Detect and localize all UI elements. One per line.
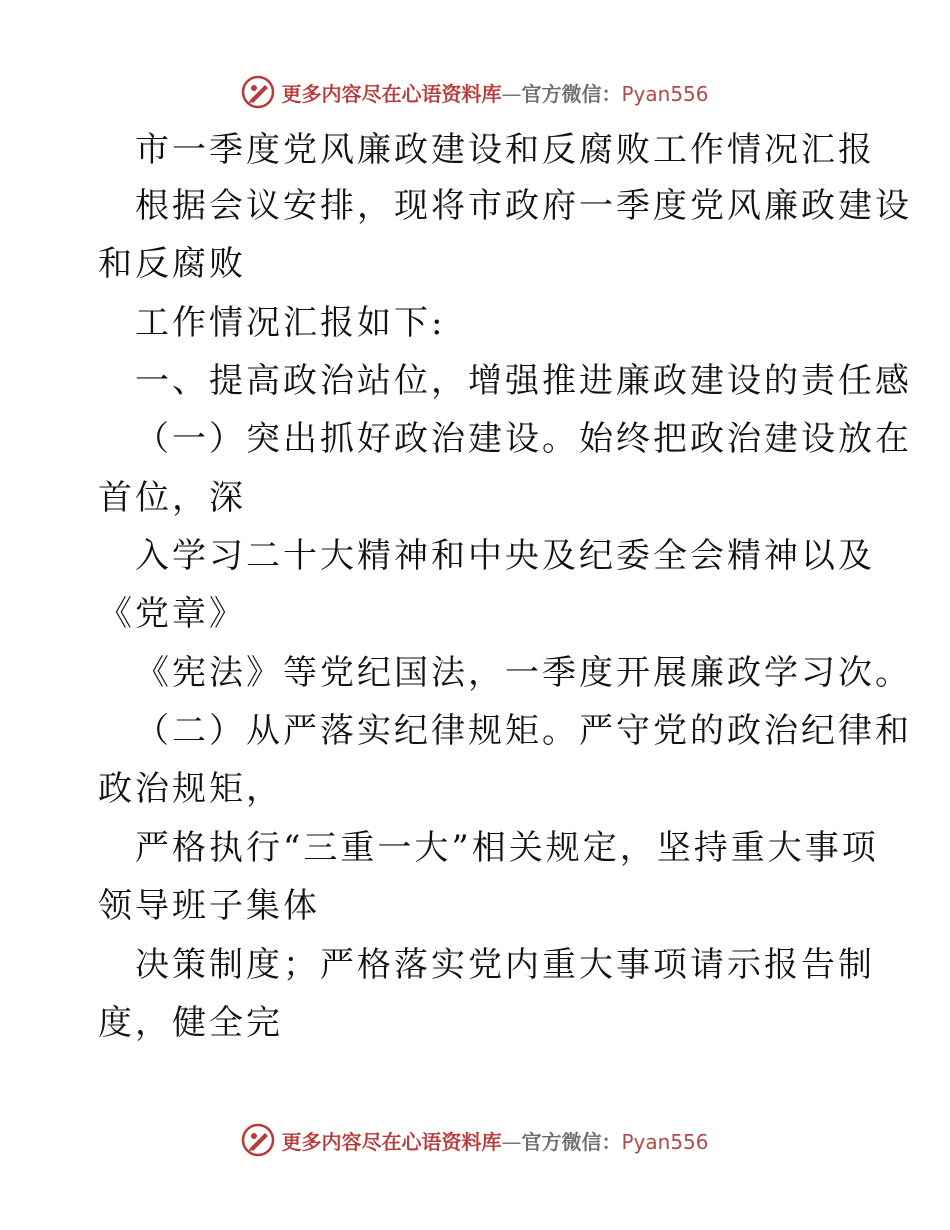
pen-logo-icon	[241, 75, 275, 109]
paragraph-line: 根据会议安排，现将市政府一季度党风廉政建设	[135, 186, 912, 226]
paragraph-line: 决策制度；严格落实党内重大事项请示报告制	[135, 945, 875, 985]
banner-wechat-id: Pyan556	[621, 1129, 709, 1154]
paragraph-line: 入学习二十大精神和中央及纪委全会精神以及	[135, 536, 875, 576]
paragraph-line: 政治规矩，	[98, 769, 283, 809]
header-watermark-banner	[0, 72, 950, 112]
banner-wechat-label: 官方微信：	[521, 81, 622, 106]
banner-wechat-id: Pyan556	[621, 81, 709, 106]
paragraph-line: 和反腐败	[98, 244, 246, 284]
paragraph-line: 领导班子集体	[98, 886, 320, 926]
paragraph-line: 《党章》	[98, 594, 246, 634]
paragraph-line: （二）从严落实纪律规矩。严守党的政治纪律和	[135, 711, 912, 751]
banner-dash: —	[501, 1129, 522, 1154]
footer-watermark-banner	[0, 1120, 950, 1160]
section-heading: 一、提高政治站位，增强推进廉政建设的责任感	[135, 361, 912, 401]
paragraph-line: 工作情况汇报如下:	[135, 303, 446, 343]
banner-dash: —	[501, 81, 522, 106]
banner-promo-text: 更多内容尽在心语资料库	[281, 81, 502, 106]
pen-logo-icon	[241, 1123, 275, 1157]
banner-promo-text: 更多内容尽在心语资料库	[281, 1129, 502, 1154]
paragraph-line: 《宪法》等党纪国法，一季度开展廉政学习次。	[135, 653, 912, 693]
banner-wechat-label: 官方微信：	[521, 1129, 622, 1154]
paragraph-line: 首位，深	[98, 478, 246, 518]
paragraph-line: 严格执行“三重一大”相关规定，坚持重大事项	[135, 828, 879, 868]
paragraph-line: 度，健全完	[98, 1003, 283, 1043]
document-title: 市一季度党风廉政建设和反腐败工作情况汇报	[135, 130, 875, 170]
paragraph-line: （一）突出抓好政治建设。始终把政治建设放在	[135, 419, 912, 459]
